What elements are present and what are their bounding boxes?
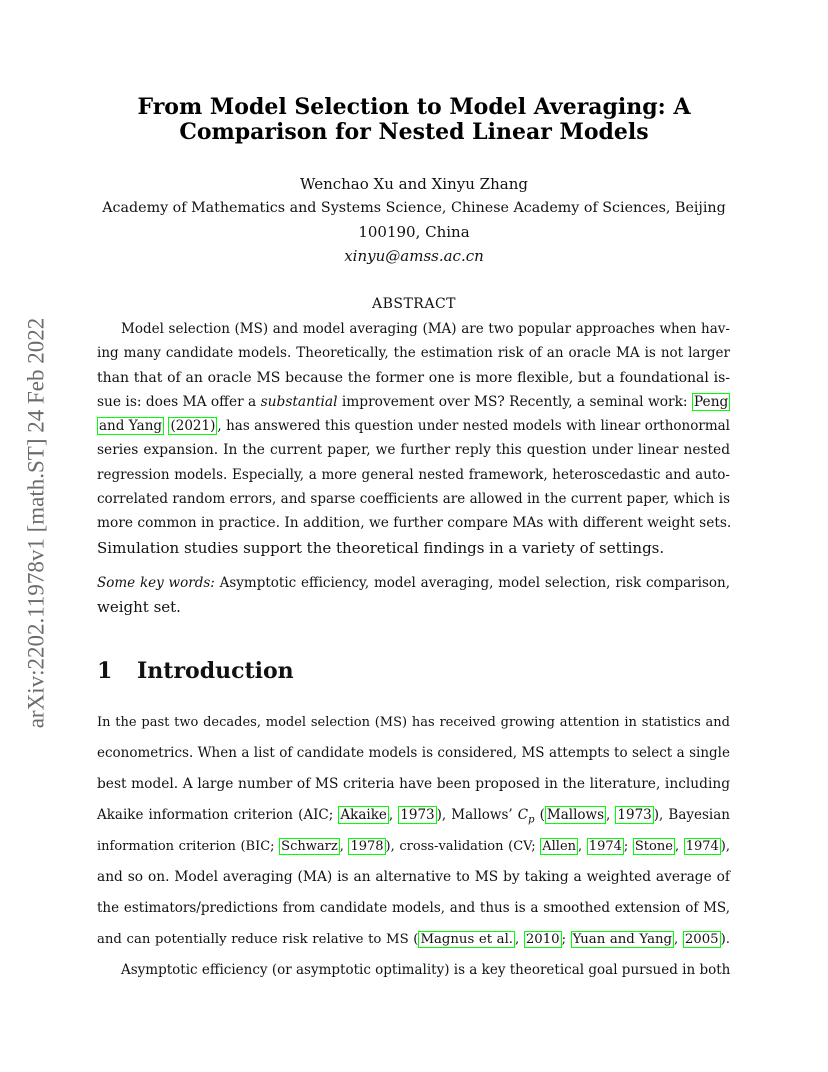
math-subscript-p: p: [528, 814, 535, 826]
text-run: ,: [606, 807, 616, 823]
citation-link-and-yang[interactable]: and Yang: [99, 418, 163, 435]
introduction-body: [97, 707, 730, 986]
citation-link-akaike[interactable]: Akaike: [340, 807, 387, 823]
text-run: ,: [578, 839, 587, 854]
intro-line: econometrics. When a list of candidate models is considered, MS attempts to select a single: [97, 745, 730, 761]
abstract-line: [97, 390, 730, 414]
text-run: ;: [623, 839, 633, 854]
intro-line: and so on. Model averaging (MA) is an alternative to MS by taking a weighted average of: [97, 869, 730, 885]
author-email: xinyu@amss.ac.cn: [344, 247, 484, 265]
keywords-text: Asymptotic efficiency, model averaging, model selection, risk comparison,: [214, 575, 730, 591]
text-run: ,: [515, 932, 524, 947]
text-run: ,: [674, 932, 683, 947]
intro-line: [97, 800, 730, 831]
abstract-heading: ABSTRACT: [371, 296, 457, 312]
text-run: ;: [561, 932, 571, 947]
keywords-line: weight set.: [97, 598, 181, 617]
intro-line: [97, 831, 730, 862]
citation-link-yuan[interactable]: Yuan and Yang: [572, 932, 673, 947]
title-line-1: From Model Selection to Model Averaging: A: [137, 94, 691, 120]
text-run: (: [534, 807, 545, 823]
abstract-line: than that of an oracle MS because the former one is more flexible, but a foundational is-: [97, 369, 730, 386]
math-c: C: [517, 807, 529, 823]
title-line-2: Comparison for Nested Linear Models: [179, 119, 649, 145]
text-run: sue is: does MA offer a: [97, 393, 261, 410]
text-run: ), cross-validation (CV;: [385, 839, 541, 854]
intro-line: [97, 924, 730, 955]
text-run: ),: [720, 839, 731, 854]
text-run: improvement over MS? Recently, a seminal work:: [337, 393, 692, 410]
intro-line: best model. A large number of MS criteria have been proposed in the literature, including: [97, 776, 730, 792]
text-run: ), Bayesian: [653, 807, 730, 823]
author-block: [100, 172, 728, 268]
intro-line: Asymptotic efficiency (or asymptotic optimality) is a key theoretical goal pursued in both: [121, 962, 731, 978]
section-heading: [97, 658, 294, 684]
citation-link-stone[interactable]: Stone: [634, 839, 673, 854]
abstract-body: [97, 317, 730, 560]
citation-link-magnus-year[interactable]: 2010: [525, 932, 560, 947]
paper-title: [120, 95, 708, 145]
abstract-line: series expansion. In the current paper, we further reply this question under linear nested: [97, 442, 730, 459]
keywords-block: [97, 571, 730, 620]
arxiv-sidebar-stamp: [15, 270, 57, 775]
citation-link-mallows[interactable]: Mallows: [546, 807, 605, 823]
text-run: information criterion (BIC;: [97, 839, 280, 854]
text-run: ), Mallows’: [436, 807, 518, 823]
math-cp: [517, 807, 535, 826]
text-run: and can potentially reduce risk relative to MS (: [97, 932, 419, 947]
abstract-line: correlated random errors, and sparse coefficients are allowed in the current paper, which is: [97, 491, 730, 508]
text-run: , has answered this question under nested models with linear orthonormal: [217, 418, 730, 435]
abstract-line: more common in practice. In addition, we further compare MAs with different weight sets.: [97, 515, 732, 532]
citation-link-schwarz-year[interactable]: 1978: [350, 839, 384, 854]
abstract-line: [97, 414, 730, 438]
citation-link-allen[interactable]: Allen: [542, 839, 577, 854]
text-run: Akaike information criterion (AIC;: [97, 807, 339, 823]
text-run: ,: [674, 839, 684, 854]
text-run: ,: [339, 839, 349, 854]
citation-link-schwarz[interactable]: Schwarz: [281, 839, 338, 854]
keywords-line: [97, 571, 730, 595]
keywords-label: Some key words:: [97, 575, 215, 591]
affiliation-line-1: Academy of Mathematics and Systems Science, Chinese Academy of Sciences, Beijing: [102, 200, 726, 216]
intro-line: the estimators/predictions from candidate models, and thus is a smoothed extension of MS,: [97, 900, 730, 916]
citation-link-yuan-year[interactable]: 2005: [684, 932, 719, 947]
intro-line: In the past two decades, model selection (MS) has received growing attention in statistics and: [97, 715, 730, 730]
citation-link-mallows-year[interactable]: 1973: [617, 807, 652, 823]
citation-link-stone-year[interactable]: 1974: [685, 839, 719, 854]
citation-link-akaike-year[interactable]: 1973: [400, 807, 435, 823]
abstract-line: Model selection (MS) and model averaging (MA) are two popular approaches when hav-: [121, 321, 730, 337]
abstract-line: regression models. Especially, a more general nested framework, heteroscedastic and auto-: [97, 466, 730, 483]
citation-link-magnus[interactable]: Magnus et al.: [420, 932, 514, 947]
citation-link-allen-year[interactable]: 1974: [588, 839, 622, 854]
citation-link-2021[interactable]: (2021): [170, 418, 216, 435]
author-names: Wenchao Xu and Xinyu Zhang: [300, 175, 528, 193]
abstract-line: Simulation studies support the theoretical findings in a variety of settings.: [97, 538, 665, 557]
arxiv-identifier: arXiv:2202.11978v1 [math.ST] 24 Feb 2022: [23, 317, 48, 728]
text-run: ,: [388, 807, 399, 823]
emphasis-substantial: substantial: [260, 393, 338, 410]
citation-link-peng[interactable]: Peng: [693, 393, 729, 410]
section-number: 1: [97, 658, 113, 684]
text-run: ).: [720, 932, 730, 947]
affiliation-line-2: 100190, China: [358, 223, 470, 241]
abstract-line: ing many candidate models. Theoretically, the estimation risk of an oracle MA is not larger: [97, 345, 730, 362]
section-title: Introduction: [137, 658, 294, 684]
